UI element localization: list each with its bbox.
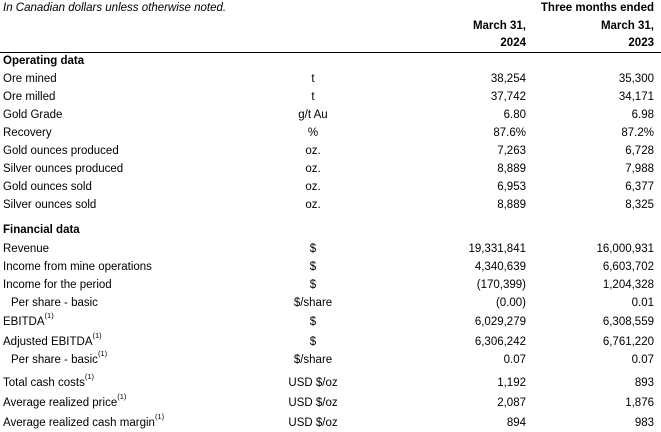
row-label-text: Total cash costs xyxy=(3,377,85,389)
row-label-text: Silver ounces sold xyxy=(3,199,97,211)
value-2023: 1,204,328 xyxy=(602,279,654,291)
value-2023: 0.07 xyxy=(631,354,654,366)
row-label xyxy=(3,333,102,351)
row-label-text: Ore milled xyxy=(3,91,56,103)
table-row xyxy=(0,240,661,258)
value-2024: 2,087 xyxy=(497,397,526,409)
value-2023: 893 xyxy=(634,377,654,389)
value-2024: 6,306,242 xyxy=(474,336,526,348)
value-2023: 16,000,931 xyxy=(596,243,654,255)
row-label-text: Income for the period xyxy=(3,279,112,291)
table-row xyxy=(0,70,661,88)
row-unit: $ xyxy=(309,261,317,273)
value-2024: (170,399) xyxy=(476,279,526,291)
table-row xyxy=(0,276,661,294)
footnote-marker: (1) xyxy=(44,311,54,321)
value-2023: 6,761,220 xyxy=(602,336,654,348)
value-2023: 983 xyxy=(634,417,654,429)
row-label xyxy=(3,88,55,106)
value-2023: 0.01 xyxy=(631,297,654,309)
row-unit: t xyxy=(311,91,315,103)
footnote-marker: (1) xyxy=(92,331,102,341)
value-2024: 37,742 xyxy=(490,91,526,103)
table-row xyxy=(0,294,661,312)
row-unit: $ xyxy=(309,243,317,255)
row-label-text: Revenue xyxy=(3,243,50,255)
section-title-operating: Operating data xyxy=(3,55,85,67)
table-row xyxy=(0,196,661,214)
row-label-text: Recovery xyxy=(3,127,52,139)
value-2024: 8,889 xyxy=(497,199,526,211)
row-label-text: Gold ounces sold xyxy=(3,181,92,193)
row-label xyxy=(3,196,96,214)
row-label xyxy=(11,294,98,312)
row-unit: $ xyxy=(309,279,317,291)
footnote-marker: (1) xyxy=(84,372,94,382)
table-row xyxy=(0,258,661,276)
value-2024: 38,254 xyxy=(490,73,526,85)
value-2024: (0.00) xyxy=(495,297,526,309)
table-row xyxy=(0,88,661,106)
value-2024: 6,953 xyxy=(497,181,526,193)
row-label-text: Average realized price xyxy=(3,397,118,409)
value-2024: 4,340,639 xyxy=(474,261,526,273)
row-label-text: Per share - basic xyxy=(11,297,98,309)
value-2023: 6,728 xyxy=(625,145,654,157)
value-2023: 6.98 xyxy=(631,109,654,121)
row-unit: USD $/oz xyxy=(288,417,338,429)
value-2024: 87.6% xyxy=(493,127,526,139)
row-unit: oz. xyxy=(305,163,321,175)
currency-note: In Canadian dollars unless otherwise noted. xyxy=(3,2,227,14)
value-2023: 87.2% xyxy=(621,127,654,139)
row-label xyxy=(3,313,54,331)
value-2023: 6,603,702 xyxy=(602,261,654,273)
row-label-text: EBITDA xyxy=(3,316,45,328)
value-2023: 34,171 xyxy=(618,91,654,103)
table-row xyxy=(0,178,661,196)
value-2024: 7,263 xyxy=(497,145,526,157)
row-label xyxy=(3,276,112,294)
value-2023: 8,325 xyxy=(625,199,654,211)
row-unit: USD $/oz xyxy=(288,377,338,389)
value-2023: 1,876 xyxy=(625,397,654,409)
table-row xyxy=(0,313,661,331)
header-divider xyxy=(0,52,661,53)
row-label-text: Income from mine operations xyxy=(3,261,152,273)
row-label-text: Average realized cash margin xyxy=(3,417,155,429)
table-row xyxy=(0,394,661,412)
row-label-text: Silver ounces produced xyxy=(3,163,124,175)
footnote-marker: (1) xyxy=(154,412,165,422)
value-2023: 7,988 xyxy=(625,163,654,175)
row-unit: % xyxy=(307,127,319,139)
row-label xyxy=(3,124,52,142)
row-label-text: Adjusted EBITDA xyxy=(3,336,93,348)
value-2024: 894 xyxy=(506,417,526,429)
row-label-text: Gold ounces produced xyxy=(3,145,119,157)
footnote-marker: (1) xyxy=(97,349,108,359)
value-2023: 6,377 xyxy=(625,181,654,193)
row-unit: USD $/oz xyxy=(288,397,338,409)
row-unit: $ xyxy=(309,336,317,348)
value-2024: 19,331,841 xyxy=(468,243,526,255)
footnote-marker: (1) xyxy=(117,392,127,402)
table-row xyxy=(0,414,661,432)
value-2024: 8,889 xyxy=(497,163,526,175)
value-2024: 1,192 xyxy=(497,377,526,389)
table-row xyxy=(0,124,661,142)
row-label xyxy=(3,394,126,412)
row-label xyxy=(3,106,62,124)
row-label xyxy=(3,142,119,160)
col1-year-header: 2024 xyxy=(500,37,526,49)
value-2024: 6.80 xyxy=(503,109,526,121)
row-label xyxy=(3,258,152,276)
section-title-financial: Financial data xyxy=(3,224,80,236)
row-label-text: Ore mined xyxy=(3,73,57,85)
row-label xyxy=(3,160,123,178)
period-header: Three months ended xyxy=(540,2,654,14)
row-label xyxy=(3,70,57,88)
row-unit: g/t Au xyxy=(298,109,328,121)
value-2023: 6,308,559 xyxy=(602,316,654,328)
table-row xyxy=(0,351,661,369)
value-2024: 0.07 xyxy=(503,354,526,366)
value-2023: 35,300 xyxy=(618,73,654,85)
row-unit: $ xyxy=(309,316,317,328)
col2-year-header: 2023 xyxy=(628,37,654,49)
col2-date-header: March 31, xyxy=(600,20,654,32)
row-unit: oz. xyxy=(305,145,321,157)
row-label xyxy=(11,351,107,369)
table-row xyxy=(0,160,661,178)
row-unit: $/share xyxy=(293,354,333,366)
value-2024: 6,029,279 xyxy=(474,316,526,328)
table-row xyxy=(0,142,661,160)
col1-date-header: March 31, xyxy=(472,20,526,32)
row-label xyxy=(3,374,94,392)
table-row xyxy=(0,106,661,124)
row-label xyxy=(3,178,92,196)
table-row xyxy=(0,374,661,392)
row-label-text: Per share - basic xyxy=(11,354,98,366)
row-unit: oz. xyxy=(305,181,321,193)
row-label xyxy=(3,414,164,432)
row-unit: oz. xyxy=(305,199,321,211)
row-unit: t xyxy=(311,73,315,85)
row-label-text: Gold Grade xyxy=(3,109,63,121)
row-label xyxy=(3,240,49,258)
row-unit: $/share xyxy=(293,297,333,309)
